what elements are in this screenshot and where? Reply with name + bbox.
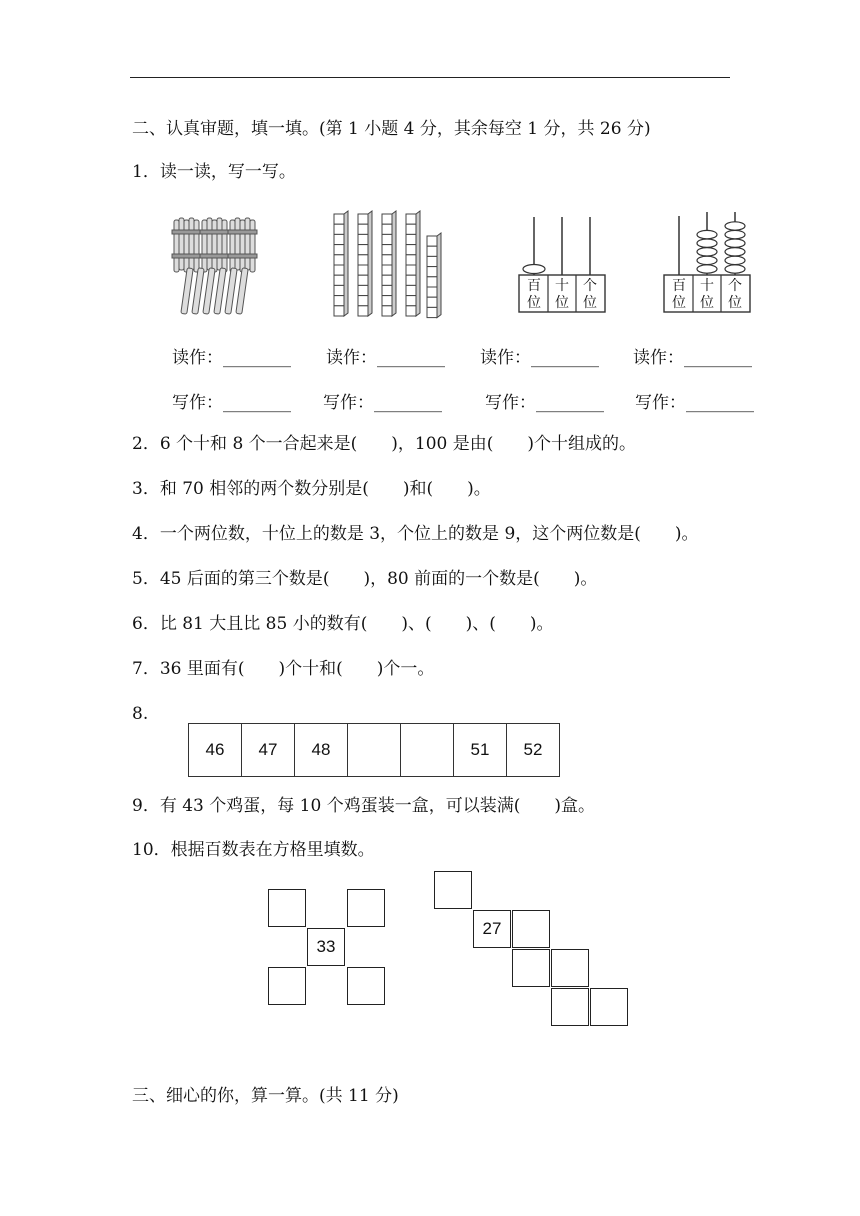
seq-cell-3: 48 — [295, 724, 348, 777]
ten-rod — [382, 211, 396, 316]
read-label-4[interactable]: 读作：________ — [633, 348, 752, 368]
write-label-4[interactable]: 写作：________ — [635, 393, 754, 413]
stair-cell-4[interactable] — [512, 949, 550, 987]
abacus-bead — [725, 230, 745, 238]
stair-cell-7[interactable] — [590, 988, 628, 1026]
stair-cell-6[interactable] — [551, 988, 589, 1026]
bundle-3 — [228, 218, 257, 272]
number-sequence-table — [188, 723, 560, 777]
question-2: 2．6 个十和 8 个一合起来是( )，100 是由( )个十组成的。 — [132, 434, 637, 454]
cross-cell-tr[interactable] — [347, 889, 385, 927]
question-8-label: 8. — [132, 704, 149, 724]
abacus-bead — [725, 248, 745, 256]
loose-sticks — [181, 268, 248, 314]
question-3: 3．和 70 相邻的两个数分别是( )和( )。 — [132, 479, 491, 499]
abacus-bead — [697, 239, 717, 247]
abacus1-col2-top: 十 — [555, 278, 569, 294]
abacus1-col1-bot: 位 — [527, 295, 541, 311]
abacus-bead — [725, 256, 745, 264]
ten-rods-figure — [330, 210, 445, 320]
question-6: 6．比 81 大且比 85 小的数有( )、( )、( )。 — [132, 614, 554, 634]
abacus-figure-2 — [660, 208, 755, 315]
stick-bundles-figure — [168, 208, 268, 318]
write-label-2[interactable]: 写作：________ — [323, 393, 442, 413]
abacus1-col3-bot: 位 — [583, 295, 597, 311]
abacus-bead — [697, 265, 717, 273]
abacus-bead — [697, 256, 717, 264]
ten-rod — [427, 233, 441, 318]
read-label-2[interactable]: 读作：________ — [326, 348, 445, 368]
cross-cell-tl[interactable] — [268, 889, 306, 927]
question-7: 7．36 里面有( )个十和( )个一。 — [132, 659, 435, 679]
stair-cell-1[interactable] — [434, 871, 472, 909]
cross-cell-bl[interactable] — [268, 967, 306, 1005]
stair-cell-2: 27 — [473, 910, 511, 948]
ten-rod — [334, 211, 348, 316]
top-rule — [130, 77, 730, 78]
abacus-bead — [697, 230, 717, 238]
question-10-title: 10．根据百数表在方格里填数。 — [132, 840, 375, 860]
abacus-figure-1 — [515, 213, 610, 315]
section3-heading: 三、细心的你，算一算。(共 11 分) — [132, 1086, 399, 1106]
abacus2-col1-bot: 位 — [672, 295, 686, 311]
abacus2-col2-bot: 位 — [700, 295, 714, 311]
bundle-2 — [200, 218, 229, 272]
abacus1-col2-bot: 位 — [555, 295, 569, 311]
q1-title: 1．读一读，写一写。 — [132, 162, 296, 182]
seq-cell-blank-2[interactable] — [401, 724, 454, 777]
abacus-bead — [725, 222, 745, 230]
abacus-bead — [523, 265, 545, 274]
abacus-bead — [697, 248, 717, 256]
seq-cell-6: 51 — [454, 724, 507, 777]
ten-rod — [358, 211, 372, 316]
abacus1-col1-top: 百 — [527, 278, 541, 294]
abacus1-col3-top: 个 — [583, 278, 597, 294]
read-label-3[interactable]: 读作：________ — [480, 348, 599, 368]
write-label-3[interactable]: 写作：________ — [485, 393, 604, 413]
stair-cell-5[interactable] — [551, 949, 589, 987]
section2-heading: 二、认真审题，填一填。(第 1 小题 4 分，其余每空 1 分，共 26 分) — [132, 119, 651, 139]
bundle-1 — [172, 218, 201, 272]
seq-cell-1: 46 — [189, 724, 242, 777]
abacus2-col3-top: 个 — [728, 278, 742, 294]
abacus-bead — [725, 265, 745, 273]
question-4: 4．一个两位数，十位上的数是 3，个位上的数是 9，这个两位数是( )。 — [132, 524, 699, 544]
abacus2-col3-bot: 位 — [728, 295, 742, 311]
cross-cell-center: 33 — [307, 928, 345, 966]
write-label-1[interactable]: 写作：________ — [172, 393, 291, 413]
abacus-bead — [725, 239, 745, 247]
stair-cell-3[interactable] — [512, 910, 550, 948]
seq-cell-blank-1[interactable] — [348, 724, 401, 777]
seq-cell-2: 47 — [242, 724, 295, 777]
cross-cell-br[interactable] — [347, 967, 385, 1005]
question-9: 9．有 43 个鸡蛋，每 10 个鸡蛋装一盒，可以装满( )盒。 — [132, 796, 595, 816]
abacus2-col1-top: 百 — [672, 278, 686, 294]
ten-rod — [406, 211, 420, 316]
abacus2-col2-top: 十 — [700, 278, 714, 294]
question-5: 5．45 后面的第三个数是( )，80 前面的一个数是( )。 — [132, 569, 598, 589]
read-label-1[interactable]: 读作：________ — [172, 348, 291, 368]
seq-cell-7: 52 — [507, 724, 560, 777]
